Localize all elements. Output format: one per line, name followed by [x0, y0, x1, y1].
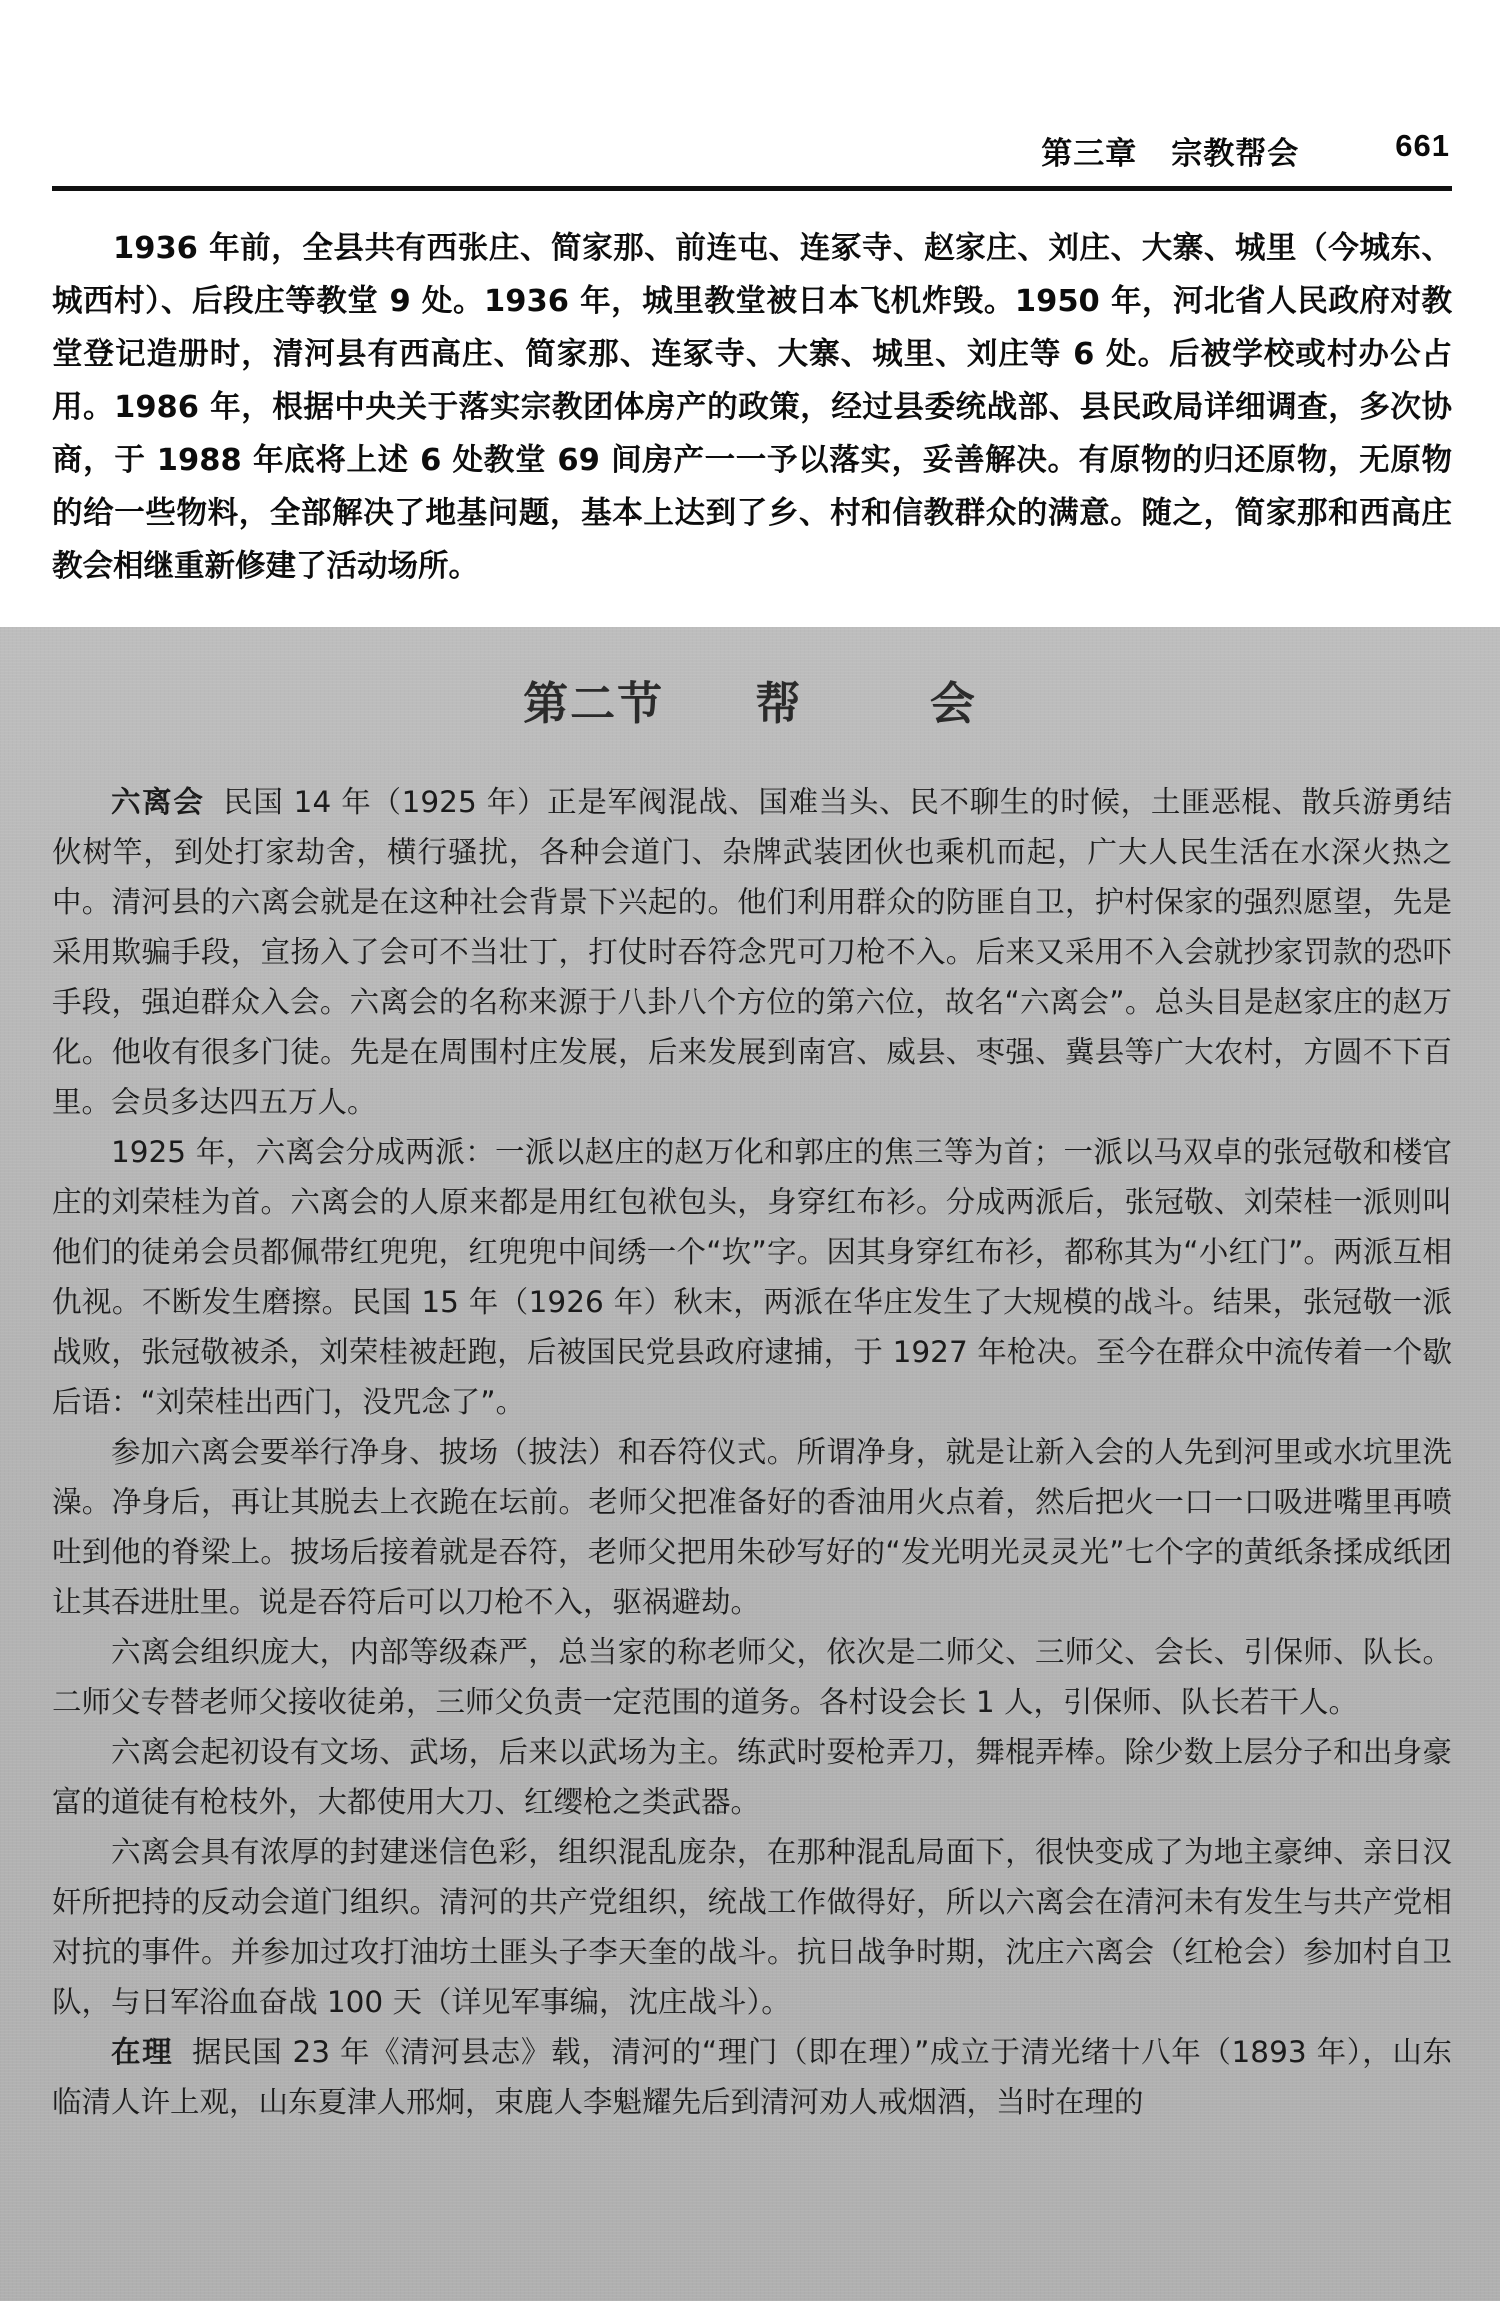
- paragraph-text: 参加六离会要举行净身、披场（披法）和吞符仪式。所谓净身，就是让新入会的人先到河里或水坑里洗澡。净身后，再让其脱去上衣跪在坛前。老师父把准备好的香油用火点着，然后把火一口一口吸进嘴里再喷吐到他的脊梁上。披场后接着就是吞符，老师父把用朱砂写好的“发光明光灵灵光”七个字的黄纸条揉成纸团让其吞进肚里。说是吞符后可以刀枪不入，驱祸避劫。: [52, 1435, 1452, 1619]
- paragraph: [52, 1127, 1452, 1427]
- paragraph-text: 六离会组织庞大，内部等级森严，总当家的称老师父，依次是二师父、三师父、会长、引保师、队长。二师父专替老师父接收徒弟，三师父负责一定范围的道务。各村设会长 1 人，引保师、队长若干人。: [52, 1635, 1452, 1719]
- gray-section: [0, 627, 1500, 2301]
- section-title-prefix: 第二节: [523, 677, 665, 730]
- paragraph-text: 1925 年，六离会分成两派：一派以赵庄的赵万化和郭庄的焦三等为首；一派以马双卓的张冠敬和楼官庄的刘荣桂为首。六离会的人原来都是用红包袱包头，身穿红布衫。分成两派后，张冠敬、刘荣桂一派则叫他们的徒弟会员都佩带红兜兜，红兜兜中间绣一个“坎”字。因其身穿红布衫，都称其为“小红门”。两派互相仇视。不断发生磨擦。民国 15 年（1926 年）秋末，两派在华庄发生了大规模的战斗。结果，张冠敬一派战败，张冠敬被杀，刘荣桂被赶跑，后被国民党县政府逮捕，于 1927 年枪决。至今在群众中流传着一个歇后语：“刘荣桂出西门，没咒念了”。: [52, 1135, 1452, 1419]
- page-header: [50, 128, 1450, 184]
- paragraph-text: 据民国 23 年《清河县志》载，清河的“理门（即在理）”成立于清光绪十八年（1893 年），山东临清人许上观，山东夏津人邢炯，束鹿人李魁耀先后到清河劝人戒烟酒，当时在理的: [52, 2035, 1452, 2119]
- gray-body-text: [52, 777, 1452, 2127]
- paragraph: [52, 1827, 1452, 2027]
- paragraph-text: 民国 14 年（1925 年）正是军阀混战、国难当头、民不聊生的时候，土匪恶棍、散兵游勇结伙树竿，到处打家劫舍，横行骚扰，各种会道门、杂牌武装团伙也乘机而起，广大人民生活在水深火热之中。清河县的六离会就是在这种社会背景下兴起的。他们利用群众的防匪自卫，护村保家的强烈愿望，先是采用欺骗手段，宣扬入了会可不当壮丁，打仗时吞符念咒可刀枪不入。后来又采用不入会就抄家罚款的恐吓手段，强迫群众入会。六离会的名称来源于八卦八个方位的第六位，故名“六离会”。总头目是赵家庄的赵万化。他收有很多门徒。先是在周围村庄发展，后来发展到南宫、威县、枣强、冀县等广大农村，方圆不下百里。会员多达四五万人。: [52, 785, 1452, 1119]
- header-section: 宗教帮会: [1171, 136, 1300, 172]
- paragraph-text: 六离会具有浓厚的封建迷信色彩，组织混乱庞杂，在那种混乱局面下，很快变成了为地主豪绅、亲日汉奸所把持的反动会道门组织。清河的共产党组织，统战工作做得好，所以六离会在清河未有发生与共产党相对抗的事件。并参加过攻打油坊土匪头子李天奎的战斗。抗日战争时期，沈庄六离会（红枪会）参加村自卫队，与日军浴血奋战 100 天（详见军事编，沈庄战斗）。: [52, 1835, 1452, 2019]
- top-body-text: [52, 222, 1452, 593]
- paragraph-lead: 六离会: [111, 785, 205, 819]
- paragraph: 1936 年前，全县共有西张庄、简家那、前连屯、连冢寺、赵家庄、刘庄、大寨、城里（今城东、城西村）、后段庄等教堂 9 处。1936 年，城里教堂被日本飞机炸毁。1950 年，河北省人民政府对教堂登记造册时，清河县有西高庄、简家那、连冢寺、大寨、城里、刘庄等 6 处。后被学校或村办公占用。1986 年，根据中央关于落实宗教团体房产的政策，经过县委统战部、县民政局详细调查，多次协商，于 1988 年底将上述 6 处教堂 69 间房产一一予以落实，妥善解决。有原物的归还原物，无原物的给一些物料，全部解决了地基问题，基本上达到了乡、村和信教群众的满意。随之，简家那和西高庄教会相继重新修建了活动场所。: [52, 231, 1452, 584]
- section-title: [0, 667, 1500, 732]
- section-title-main-2: 会: [929, 677, 977, 730]
- header-chapter: 第三章: [1041, 136, 1138, 172]
- paragraph: [52, 2027, 1452, 2127]
- section-title-main-1: 帮: [755, 677, 803, 730]
- paragraph: [52, 777, 1452, 1127]
- header-rule: [52, 186, 1452, 191]
- paragraph: [52, 1627, 1452, 1727]
- page-number: 661: [1395, 128, 1450, 163]
- paragraph-lead: 在理: [111, 2035, 174, 2069]
- paragraph-text: 六离会起初设有文场、武场，后来以武场为主。练武时耍枪弄刀，舞棍弄棒。除少数上层分子和出身豪富的道徒有枪枝外，大都使用大刀、红缨枪之类武器。: [52, 1735, 1452, 1819]
- paragraph: [52, 1427, 1452, 1627]
- paragraph: [52, 1727, 1452, 1827]
